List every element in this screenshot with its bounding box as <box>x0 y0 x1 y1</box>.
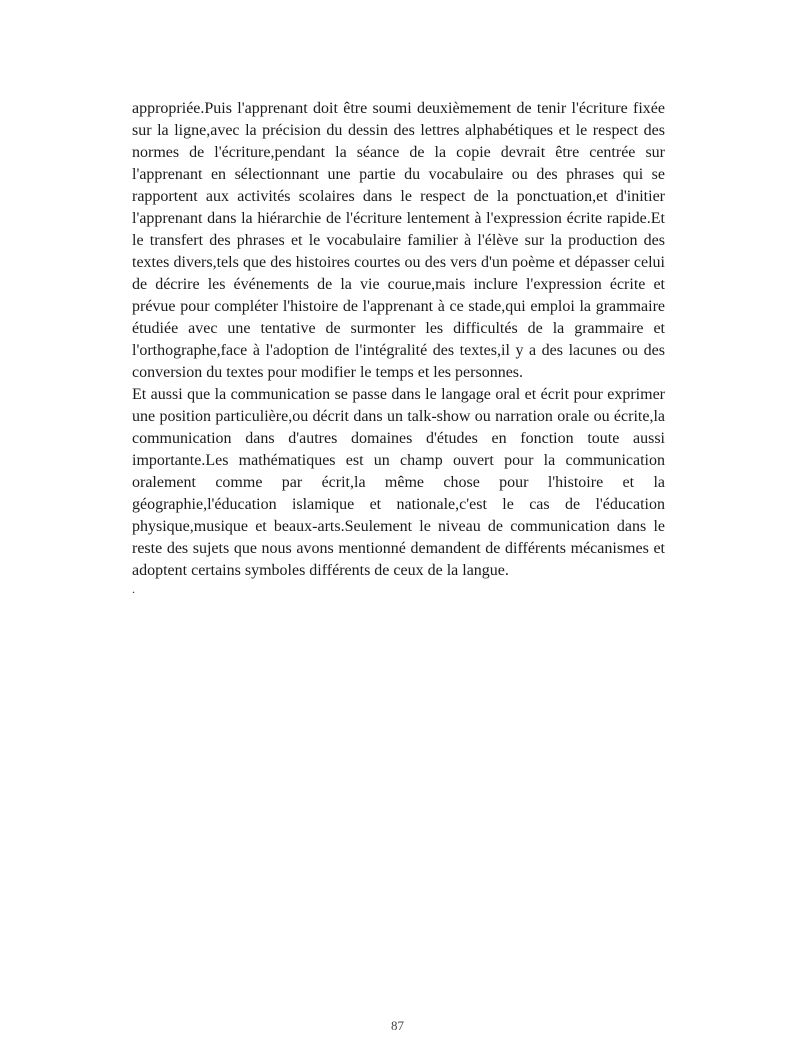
trailing-mark: . <box>132 582 135 596</box>
body-text <box>132 98 665 596</box>
page-number: 87 <box>391 1018 404 1033</box>
paragraph-2: Et aussi que la communication se passe dans le langage oral et écrit pour exprimer une position particulière,ou décrit dans un talk-show ou narration orale ou écrite,la communication dans d'autres domaines d'études en fonction toute aussi importante.Les mathématiques est un champ ouvert pour la communication oralement comme par écrit,la même chose pour l'histoire et la géographie,l'éducation islamique et nationale,c'est le cas de l'éducation physique,musique et beaux-arts.Seulement le niveau de communication dans le reste des sujets que nous avons mentionné demandent de différents mécanismes et adoptent certains symboles différents de ceux de la langue. <box>132 386 665 579</box>
paragraph-1: appropriée.Puis l'apprenant doit être soumi deuxièmement de tenir l'écriture fixée sur la ligne,avec la précision du dessin des lettres alphabétiques et le respect des normes de l'écriture,pendant la séance de la copie devrait être centrée sur l'apprenant en sélectionnant une partie du vocabulaire ou des phrases qui se rapportent aux activités scolaires dans le respect de la ponctuation,et d'initier l'apprenant dans la hiérarchie de l'écriture lentement à l'expression écrite rapide.Et le transfert des phrases et le vocabulaire familier à l'élève sur la production des textes divers,tels que des histoires courtes ou des vers d'un poème et dépasser celui de décrire les événements de la vie courue,mais inclure l'expression écrite et prévue pour compléter l'histoire de l'apprenant à ce stade,qui emploi la grammaire étudiée avec une tentative de surmonter les difficultés de la grammaire et l'orthographe,face à l'adoption de l'intégralité des textes,il y a des lacunes ou des conversion du textes pour modifier le temps et les personnes. <box>132 100 665 381</box>
